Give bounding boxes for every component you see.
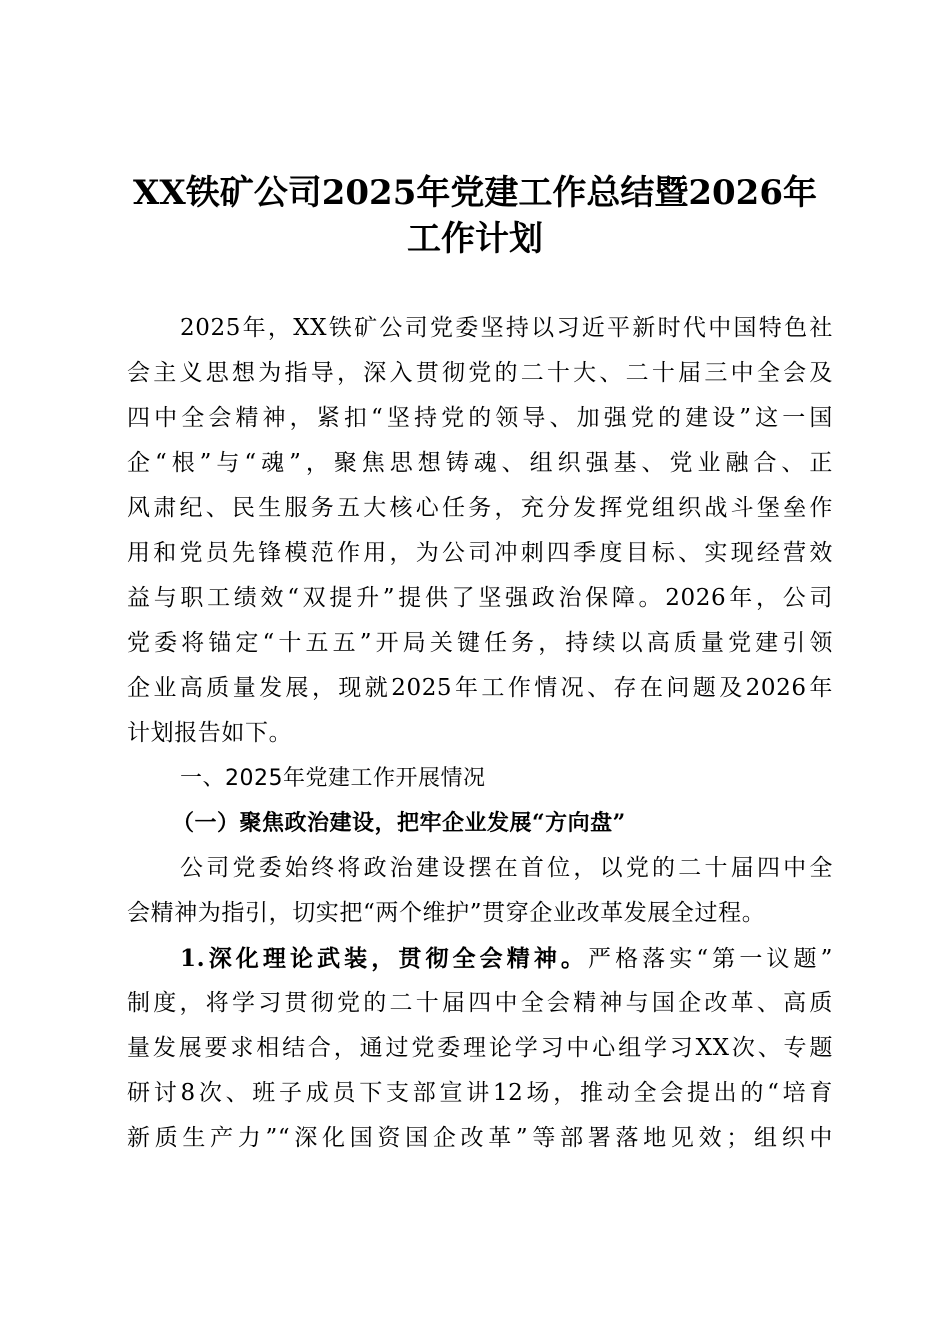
item1-line-5: 新质生产力”“深化国资国企改革”等部署落地见效；组织中: [127, 1125, 833, 1151]
item1-line-4: 研讨8次、班子成员下支部宣讲12场，推动全会提出的“培育: [127, 1080, 833, 1106]
item1-line-3: 量发展要求相结合，通过党委理论学习中心组学习XX次、专题: [127, 1035, 833, 1061]
para2-line-2: 会精神为指引，切实把“两个维护”贯穿企业改革发展全过程。: [127, 900, 766, 926]
intro-line-4: 企“根”与“魂”，聚焦思想铸魂、组织强基、党业融合、正: [127, 450, 833, 476]
section-heading-1: 一、2025年党建工作开展情况: [180, 766, 486, 791]
document-title-line-1: XX铁矿公司2025年党建工作总结暨2026年: [132, 173, 818, 213]
intro-line-8: 党委将锚定“十五五”开局关键任务，持续以高质量党建引领: [127, 630, 833, 656]
intro-line-2: 会主义思想为指导，深入贯彻党的二十大、二十届三中全会及: [127, 360, 833, 386]
document-title-line-2: 工作计划: [407, 219, 543, 259]
intro-line-3: 四中全会精神，紧扣“坚持党的领导、加强党的建设”这一国: [127, 405, 833, 431]
para2-line-1: 公司党委始终将政治建设摆在首位，以党的二十届四中全: [180, 855, 833, 881]
intro-line-6: 用和党员先锋模范作用，为公司冲刺四季度目标、实现经营效: [127, 540, 833, 566]
intro-line-1: 2025年，XX铁矿公司党委坚持以习近平新时代中国特色社: [180, 315, 833, 341]
intro-line-5: 风肃纪、民生服务五大核心任务，充分发挥党组织战斗堡垒作: [127, 495, 833, 521]
item1-lead: 1.深化理论武装，贯彻全会精神。: [180, 945, 589, 972]
intro-line-10: 计划报告如下。: [127, 720, 293, 746]
intro-line-9: 企业高质量发展，现就2025年工作情况、存在问题及2026年: [127, 675, 833, 701]
item1-first-rest: 严格落实“第一议题”: [588, 946, 833, 972]
subsection-heading-1: （一）聚焦政治建设，把牢企业发展“方向盘”: [172, 810, 626, 836]
intro-line-7: 益与职工绩效“双提升”提供了坚强政治保障。2026年，公司: [127, 585, 833, 611]
item1-line-2: 制度，将学习贯彻党的二十届四中全会精神与国企改革、高质: [127, 990, 833, 1016]
item1-line-1: [180, 936, 833, 981]
